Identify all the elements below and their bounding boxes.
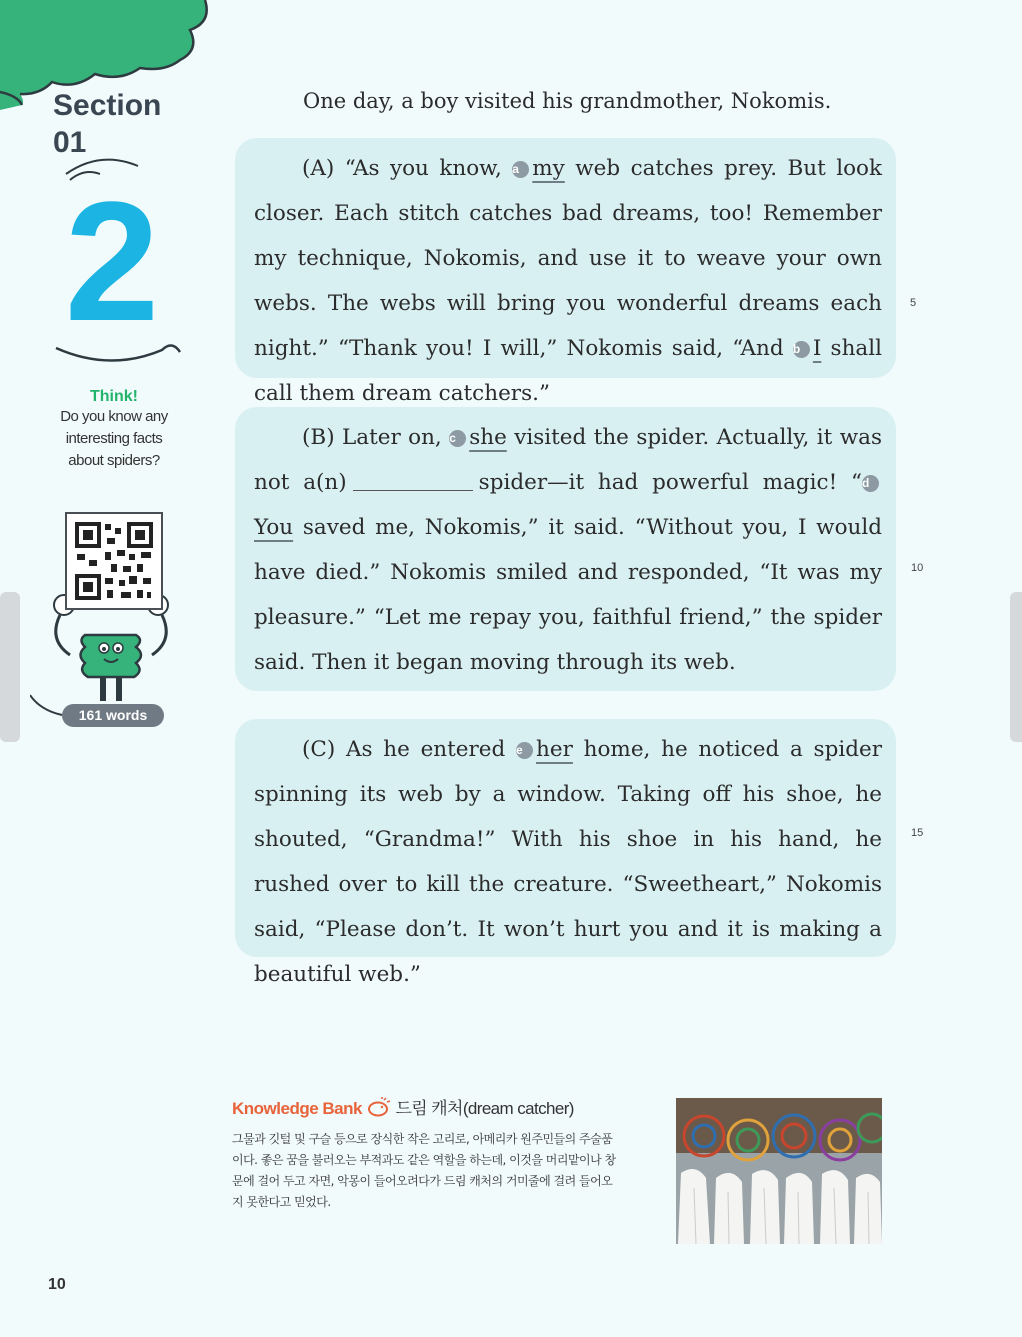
marker-c-icon: c [449,430,466,447]
think-question-line: about spiders? [68,452,160,469]
dream-catcher-photo [676,1098,882,1244]
paragraph-b: (B) Later on, c she visited the spider. Actually, it was not a(n) spider—it had powerful magic! “dYou saved me, Nokomis,” it said. “Without you, I would have died.” Nokomis smiled and responded, “It was my pleasure.” “Let me repay you, faithful friend,” the spider said. Then it began moving through its web. [254,425,882,675]
knowledge-bank-line: 문에 걸어 두고 자면, 악몽이 들어오려다가 드림 캐처의 거미줄에 걸려 들어오 [232,1174,613,1188]
page-number: 10 [48,1276,66,1293]
piggy-bank-icon [367,1097,391,1117]
unit-number: 2 [64,167,160,357]
paragraph-a: (A) “As you know, a my web catches prey. But look closer. Each stitch catches bad dreams, too! Remember my technique, Nokomis, and use it to weave your own webs. The webs will bring you wonderful dreams each night.” “Thank you! I will,” Nokomis said, “And b I shall call them dream catchers.” [254,156,882,406]
think-question-line: interesting facts [65,430,163,447]
marker-a-icon: a [512,161,529,178]
think-box [44,388,184,472]
marker-d-icon: d [862,475,879,492]
paragraph-a-panel [235,138,896,406]
think-question-line: Do you know any [60,408,168,425]
underlined-word: my [532,156,565,181]
section-label: Section [53,89,162,122]
knowledge-bank-title: Knowledge Bank [232,1099,362,1118]
story-intro: One day, a boy visited his grandmother, Nokomis. [303,89,832,113]
underlined-word: I [812,336,822,361]
underlined-word: You [254,515,294,540]
line-number: 15 [911,827,924,839]
knowledge-bank-subtitle: 드림 캐처(dream catcher) [395,1099,574,1118]
line-number: 10 [911,562,924,574]
unit-number-graphic [40,150,190,370]
knowledge-bank-line: 그물과 깃털 및 구슬 등으로 장식한 작은 고리로, 아메리카 원주민들의 주술품 [232,1132,613,1146]
marker-b-icon: b [793,341,810,358]
marker-e-icon: e [516,742,533,759]
section-number: 01 [53,126,87,159]
word-count-badge: 161 words [62,704,164,727]
line-number: 5 [910,297,917,309]
right-page-tab[interactable] [1010,592,1022,742]
underlined-word: she [469,425,507,450]
paragraph-c: (C) As he entered e her home, he noticed a spider spinning its web by a window. Taking off his shoe, he shouted, “Grandma!” With his shoe in his hand, he rushed over to kill the creature. “Sweetheart,” Nokomis said, “Please don’t. It won’t hurt you and it is making a beautiful web.” [254,737,882,987]
qr-code-icon[interactable] [65,512,163,610]
paragraph-b-panel [235,407,896,691]
paragraph-c-panel [235,719,896,987]
knowledge-bank [232,1094,662,1213]
left-page-tab[interactable] [0,592,20,742]
knowledge-bank-line: 지 못한다고 믿었다. [232,1195,331,1209]
underlined-word: her [536,737,573,762]
fill-in-blank[interactable] [353,472,473,491]
think-title: Think! [90,388,138,405]
knowledge-bank-line: 이다. 좋은 꿈을 불러오는 부적과도 같은 역할을 하는데, 이것을 머리맡이나 창 [232,1153,616,1167]
